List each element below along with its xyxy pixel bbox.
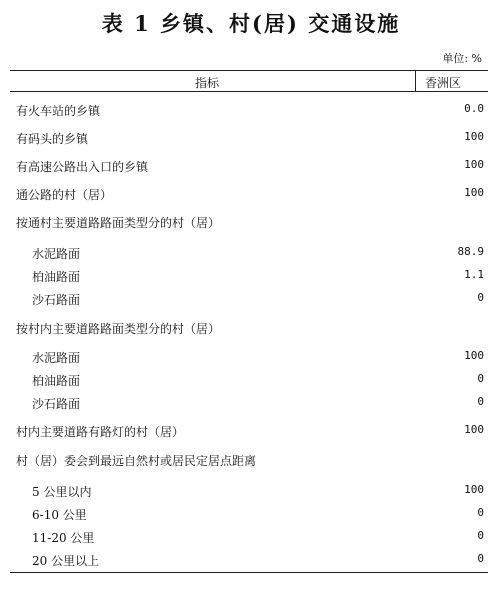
table-row (0, 214, 502, 234)
row-value: 1.1 (464, 268, 484, 281)
table-row (0, 423, 502, 443)
table-row (0, 291, 502, 311)
row-value: 0 (477, 372, 484, 385)
row-label: 20 公里以上 (32, 554, 100, 568)
row-value: 100 (464, 186, 484, 199)
unit-label: 单位: % (442, 52, 482, 65)
table-row (0, 395, 502, 415)
row-value: 100 (464, 130, 484, 143)
table-row (0, 506, 502, 526)
row-value: 100 (464, 423, 484, 436)
row-value: 100 (464, 158, 484, 171)
table-row (0, 452, 502, 472)
table-row (0, 158, 502, 178)
table-bottom-rule (10, 572, 488, 573)
row-value: 0 (477, 552, 484, 565)
row-label: 柏油路面 (32, 374, 81, 388)
row-label: 有码头的乡镇 (16, 132, 89, 146)
table-row (0, 102, 502, 122)
table-top-rule (10, 70, 488, 71)
row-value: 100 (464, 349, 484, 362)
row-label: 柏油路面 (32, 270, 81, 284)
table-row (0, 268, 502, 288)
page-title: 表 1 乡镇、村(居) 交通设施 (101, 11, 401, 36)
row-label: 沙石路面 (32, 397, 81, 411)
table-row (0, 529, 502, 549)
row-value: 0 (477, 529, 484, 542)
table-row (0, 186, 502, 206)
table-row (0, 552, 502, 572)
row-label: 5 公里以内 (32, 485, 92, 499)
row-value: 0 (477, 395, 484, 408)
table-row (0, 349, 502, 369)
header-region: 香洲区 (425, 76, 462, 90)
row-label: 沙石路面 (32, 293, 81, 307)
table-row (0, 372, 502, 392)
table-row (0, 245, 502, 265)
table-row (0, 320, 502, 340)
row-value: 0 (477, 291, 484, 304)
row-label: 通公路的村（居） (16, 188, 113, 202)
row-label: 6-10 公里 (32, 508, 87, 522)
row-value: 0.0 (464, 102, 484, 115)
row-label: 有火车站的乡镇 (16, 104, 101, 118)
table-row (0, 483, 502, 503)
row-label: 11-20 公里 (32, 531, 95, 545)
row-label: 水泥路面 (32, 351, 81, 365)
row-value: 88.9 (457, 245, 484, 258)
header-indicator: 指标 (195, 76, 220, 90)
row-label: 按通村主要道路路面类型分的村（居） (16, 216, 221, 230)
header-bottom-rule (10, 91, 488, 92)
row-value: 0 (477, 506, 484, 519)
row-label: 水泥路面 (32, 247, 81, 261)
row-label: 有高速公路出入口的乡镇 (16, 160, 149, 174)
header-divider (415, 70, 416, 91)
row-label: 按村内主要道路路面类型分的村（居） (16, 322, 221, 336)
row-label: 村（居）委会到最远自然村或居民定居点距离 (16, 454, 257, 468)
row-value: 100 (464, 483, 484, 496)
row-label: 村内主要道路有路灯的村（居） (16, 425, 185, 439)
table-row (0, 130, 502, 150)
